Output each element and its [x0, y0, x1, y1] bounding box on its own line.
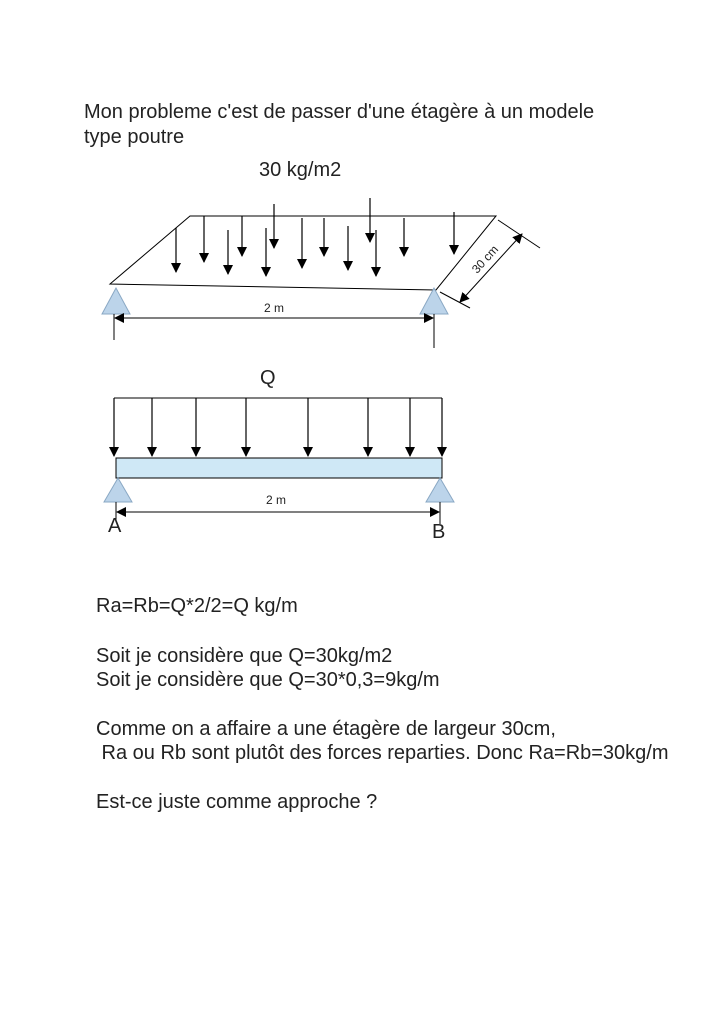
option-2-line: Soit je considère que Q=30*0,3=9kg/m [96, 669, 440, 691]
intro-line-1: Mon probleme c'est de passer d'une étagère à un modele [84, 101, 595, 123]
support-a-label: A [108, 515, 122, 537]
remark-line-2: Ra ou Rb sont plutôt des forces reparties. Donc Ra=Rb=30kg/m [96, 742, 669, 764]
beam-diagram [104, 367, 454, 543]
equation-line: Ra=Rb=Q*2/2=Q kg/m [96, 595, 298, 617]
shelf-width-extension-bottom [440, 292, 470, 308]
shelf-load-label: 30 kg/m2 [259, 159, 342, 181]
intro-line-2: type poutre [84, 126, 185, 148]
support-b [426, 478, 454, 502]
shelf-length-label: 2 m [263, 301, 285, 315]
question-line: Est-ce juste comme approche ? [96, 791, 378, 813]
support-a [104, 478, 132, 502]
shelf-load-arrows [176, 198, 454, 276]
shelf-support-left [102, 288, 130, 314]
shelf-support-right [420, 288, 448, 314]
shelf-width-label: 30 cm [468, 242, 502, 277]
beam-load-label: Q [260, 367, 276, 389]
shelf-plate [110, 216, 496, 290]
shelf-width-extension-top [498, 220, 540, 248]
shelf-diagram [102, 159, 540, 348]
beam [116, 458, 442, 478]
remark-line-1: Comme on a affaire a une étagère de largeur 30cm, [96, 718, 556, 740]
beam-load-arrows [114, 398, 442, 456]
support-b-label: B [432, 521, 446, 543]
option-1-line: Soit je considère que Q=30kg/m2 [96, 645, 393, 667]
beam-length-label: 2 m [265, 493, 287, 507]
